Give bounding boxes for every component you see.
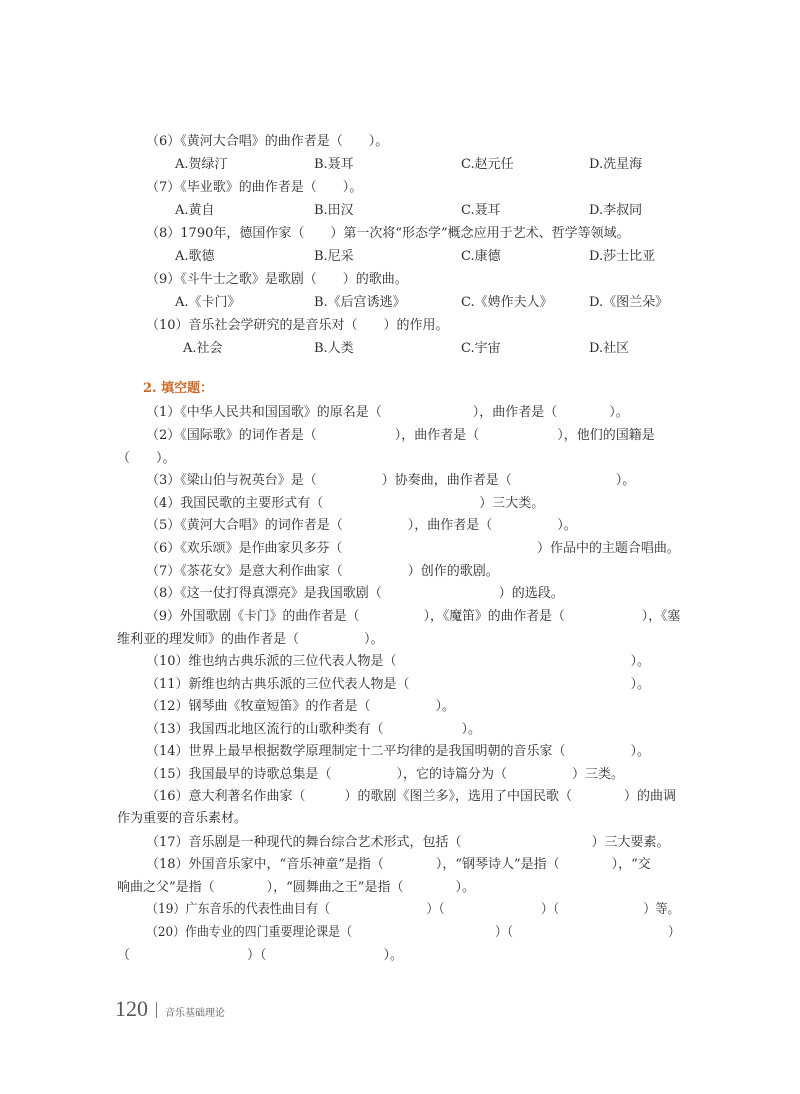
option-d: D.社区 [589,341,630,356]
fill-line: （ ）（ ）。 [117,948,404,963]
fill-line: （7）《茶花女》是意大利作曲家（ ）创作的歌剧。 [146,564,499,579]
fill-line: （16）意大利著名作曲家（ ）的歌剧《图兰多》，选用了中国民歌（ ）的曲调 [146,789,677,804]
option-d: D.《图兰朵》 [589,295,669,310]
option-a: A.歌德 [175,249,215,264]
option-b: B.聂耳 [314,157,354,172]
option-a: A.社会 [183,341,223,356]
fill-line: （3）《梁山伯与祝英台》是（ ）协奏曲，曲作者是（ ）。 [146,473,636,488]
option-c: C.聂耳 [461,203,501,218]
fill-line: （6）《欢乐颂》是作曲家贝多芬（ ）作品中的主题合唱曲。 [146,541,680,556]
section-heading: 2. 填空题： [143,381,214,396]
option-d: D.莎士比亚 [589,249,656,264]
option-b: B.田汉 [314,203,354,218]
question-stem: （10）音乐社会学研究的是音乐对（ ）的作用。 [146,318,449,333]
fill-line: （15）我国最早的诗歌总集是（ ），它的诗篇分为（ ）三类。 [146,767,625,782]
footer-divider [156,1002,157,1018]
fill-line: 作为重要的音乐素材。 [117,811,248,826]
option-a: A.《卡门》 [175,295,241,310]
fill-line: （19）广东音乐的代表性曲目有（ ）（ ）（ ）等。 [146,902,680,917]
option-c: C.康德 [461,249,501,264]
question-stem: （8）1790年，德国作家（ ）第一次将“形态学”概念应用于艺术、哲学等领域。 [146,226,630,241]
question-stem: （7）《毕业歌》的曲作者是（ ）。 [146,180,363,195]
option-c: C.宇宙 [461,341,501,356]
fill-line: （1）《中华人民共和国国歌》的原名是（ ），曲作者是（ ）。 [146,405,629,420]
page-number: 120 [115,996,148,1021]
option-d: D.李叔同 [589,203,643,218]
option-c: C.赵元任 [461,157,514,172]
fill-line: （4）我国民歌的主要形式有（ ）三大类。 [146,496,545,511]
fill-line: （5）《黄河大合唱》的词作者是（ ），曲作者是（ ）。 [146,518,577,533]
option-b: B.尼采 [314,249,354,264]
fill-line: （12）钢琴曲《牧童短笛》的作者是（ ）。 [146,699,456,714]
fill-line: 维利亚的理发师》的曲作者是（ ）。 [117,632,384,647]
option-b: B.人类 [314,341,354,356]
question-stem: （6）《黄河大合唱》的曲作者是（ ）。 [146,134,389,149]
fill-line: 响曲之父”是指（ ），“圆舞曲之王”是指（ ）。 [117,880,475,895]
option-c: C.《娉作夫人》 [461,295,553,310]
fill-line: （10）维也纳古典乐派的三位代表人物是（ ）。 [146,654,651,669]
option-b: B.《后宫诱逃》 [314,295,406,310]
fill-line: （ ）。 [117,451,176,466]
fill-line: （9）外国歌剧《卡门》的曲作者是（ ），《魔笛》的曲作者是（ ），《塞 [146,609,681,624]
option-d: D.冼星海 [589,157,643,172]
fill-line: （17）音乐剧是一种现代的舞台综合艺术形式，包括（ ）三大要素。 [146,835,670,850]
fill-line: （8）《这一仗打得真漂亮》是我国歌剧（ ）的选段。 [146,586,564,601]
page-footer [115,996,225,1022]
fill-line: （2）《国际歌》的词作者是（ ），曲作者是（ ），他们的国籍是 [146,428,655,443]
fill-line: （11）新维也纳古典乐派的三位代表人物是（ ）。 [146,677,651,692]
fill-line: （14）世界上最早根据数学原理制定十二平均律的是我国明朝的音乐家（ ）。 [146,744,651,759]
option-a: A.黄自 [175,203,215,218]
book-title: 音乐基础理论 [165,1008,225,1019]
fill-line: （20）作曲专业的四门重要理论课是（ ）（ ） [146,925,681,940]
fill-line: （18）外国音乐家中，“音乐神童”是指（ ），“钢琴诗人”是指（ ），“交 [146,857,651,872]
question-stem: （9）《斗牛士之歌》是歌剧（ ）的歌曲。 [146,272,408,287]
fill-line: （13）我国西北地区流行的山歌种类有（ ）。 [146,722,482,737]
option-a: A.贺绿汀 [175,157,228,172]
